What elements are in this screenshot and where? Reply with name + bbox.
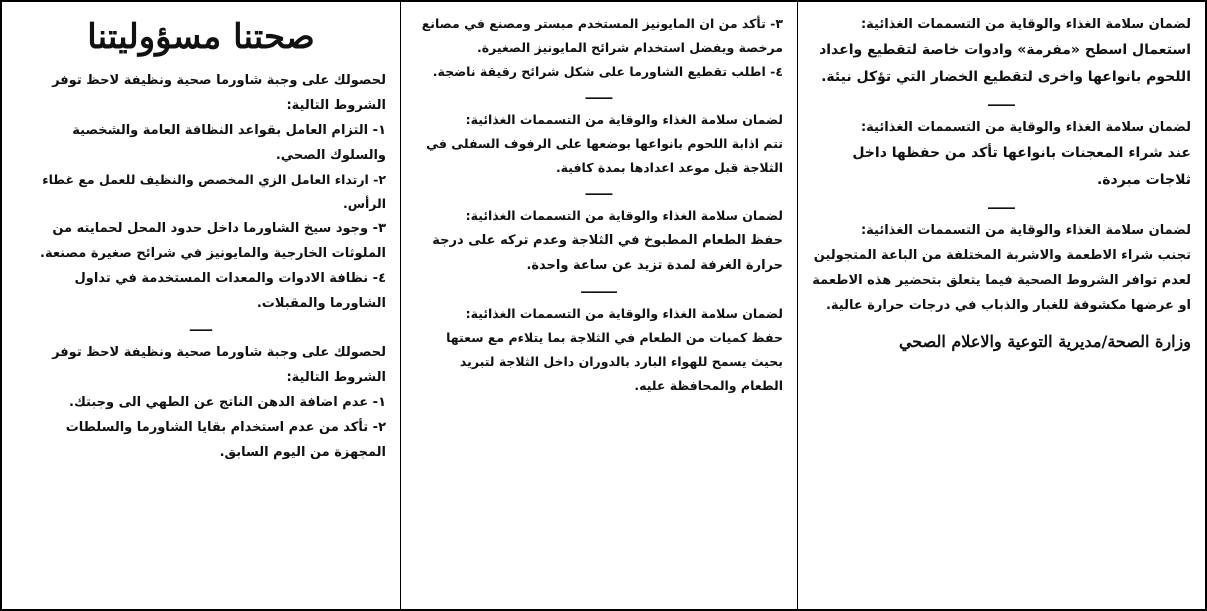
section-text: حفظ كميات من الطعام في الثلاجة بما يتلاءم مع سعتها بحيث يسمح للهواء البارد بالدوران داخل الثلاجة لتبريد الطعام والمحافظة عليه.: [446, 330, 783, 393]
intro-paragraph-1: لحصولك على وجبة شاورما صحية ونظيفة لاحظ توفر الشروط التالية:: [52, 73, 386, 113]
section-text: تتم اذابة اللحوم بانواعها بوضعها على الرفوف السفلى في الثلاجة قبل موعد اعدادها بمدة كافية.: [426, 136, 783, 175]
ministry-signature: وزارة الصحة/مديرية التوعية والاعلام الصحي: [898, 332, 1191, 351]
list-item: ٣- تأكد من ان المايونيز المستخدم مبستر ومصنع في مصانع مرخصة ويفضل استخدام شرائح المايونيز الصغيرة.: [421, 16, 783, 55]
list-item: ٢- تأكد من عدم استخدام بقايا الشاورما والسلطات المجهزة من اليوم السابق.: [65, 420, 386, 460]
section-heading: لضمان سلامة الغذاء والوقاية من التسممات الغذائية:: [465, 306, 783, 321]
separator: ـــــ: [189, 320, 213, 335]
list-item: ٤- نظافة الادوات والمعدات المستخدمة في تداول الشاورما والمقبلات.: [74, 271, 386, 311]
section-heading: لضمان سلامة الغذاء والوقاية من التسممات الغذائية:: [465, 112, 783, 127]
section-heading: لضمان سلامة الغذاء والوقاية من التسممات الغذائية:: [860, 223, 1191, 238]
section-heading: لضمان سلامة الغذاء والوقاية من التسممات الغذائية:: [860, 120, 1191, 135]
column-middle: [400, 2, 798, 609]
section-heading: لضمان سلامة الغذاء والوقاية من التسممات الغذائية:: [860, 17, 1191, 32]
section-text: حفظ الطعام المطبوخ في الثلاجة وعدم تركه على درجة حرارة الغرفة لمدة تزيد عن ساعة واحدة.: [432, 233, 783, 273]
column-left: [798, 2, 1205, 609]
section-text: عند شراء المعجنات بانواعها تأكد من حفظها داخل ثلاجات مبردة.: [852, 145, 1191, 188]
separator: ــــــ: [585, 184, 613, 199]
intro-paragraph-2: لحصولك على وجبة شاورما صحية ونظيفة لاحظ توفر الشروط التالية:: [52, 345, 386, 385]
list-item: ٣- وجود سيخ الشاورما داخل حدود المحل لحمايته من الملوثات الخارجية والمايونيز في شرائح صغيرة مصنعة.: [40, 221, 386, 261]
list-item: ٤- اطلب تقطيع الشاورما على شكل شرائح رقيقة ناضجة.: [432, 64, 783, 79]
separator: ــــــــ: [581, 282, 617, 297]
column-right: [2, 2, 400, 609]
list-item: ١- التزام العامل بقواعد النظافة العامة والشخصية والسلوك الصحي.: [72, 123, 386, 163]
page-title: صحتنا مسؤوليتنا: [87, 17, 315, 57]
section-text: استعمال اسطح «مفرمة» وادوات خاصة لتقطيع واعداد اللحوم بانواعها واخرى لتقطيع الخضار التي تؤكل نيئة.: [819, 42, 1191, 85]
separator: ــــــ: [585, 88, 613, 103]
list-item: ١- عدم اضافة الدهن الناتج عن الطهي الى وجبتك.: [69, 395, 386, 410]
section-text: تجنب شراء الاطعمة والاشربة المختلفة من الباعة المتجولين لعدم توافر الشروط الصحية فيما يتعلق بتحضير هذه الاطعمة او عرضها مكشوفة للغبار والذباب في درجات حرارة عالية.: [812, 248, 1191, 313]
section-heading: لضمان سلامة الغذاء والوقاية من التسممات الغذائية:: [465, 208, 783, 223]
list-item: ٢- ارتداء العامل الزي المخصص والنظيف للعمل مع غطاء الرأس.: [42, 172, 386, 211]
separator: ــــــ: [988, 95, 1015, 110]
separator: ــــــ: [988, 198, 1015, 213]
